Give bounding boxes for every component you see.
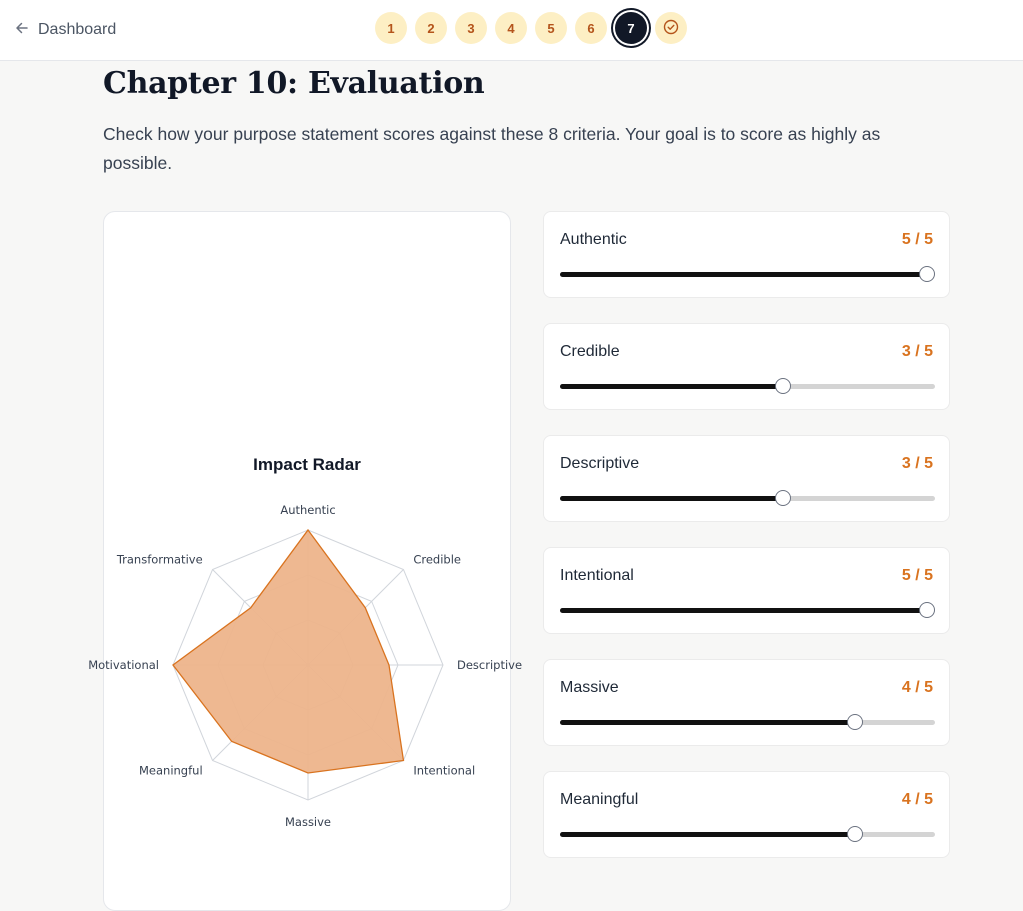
check-circle-icon: [662, 18, 680, 39]
criterion-score: 4 / 5: [901, 791, 933, 808]
back-label: Dashboard: [38, 21, 117, 38]
criterion-name: Massive: [560, 679, 619, 696]
radar-axis-label: Authentic: [280, 503, 336, 517]
descriptive-slider[interactable]: [560, 489, 935, 507]
criterion-score: 5 / 5: [901, 231, 933, 248]
criterion-score: 3 / 5: [901, 455, 933, 472]
intentional-slider[interactable]: [560, 601, 935, 619]
step-2[interactable]: 2: [415, 12, 447, 44]
meaningful-slider[interactable]: [560, 825, 935, 843]
slider-fill: [560, 272, 927, 277]
criterion-card-meaningful: [543, 771, 950, 858]
step-navigator: [375, 12, 687, 44]
criterion-score: 5 / 5: [901, 567, 933, 584]
slider-thumb[interactable]: [847, 826, 863, 842]
radar-axis-label: Meaningful: [138, 763, 203, 778]
criterion-card-intentional: [543, 547, 950, 634]
back-to-dashboard-link[interactable]: [14, 18, 116, 42]
radar-axis-label: Credible: [413, 552, 462, 567]
slider-fill: [560, 384, 783, 389]
radar-axis-label: Massive: [284, 815, 332, 829]
radar-axis-label: Motivational: [88, 658, 159, 672]
step-1[interactable]: 1: [375, 12, 407, 44]
slider-fill: [560, 720, 855, 725]
radar-axis-label: Descriptive: [457, 658, 523, 672]
step-5[interactable]: 5: [535, 12, 567, 44]
criterion-card-credible: [543, 323, 950, 410]
criterion-name: Authentic: [560, 231, 627, 248]
slider-fill: [560, 832, 855, 837]
criterion-score: 4 / 5: [901, 679, 933, 696]
radar-axis-label: Transformative: [116, 552, 203, 567]
criterion-name: Credible: [560, 343, 620, 360]
intro-text: Check how your purpose statement scores against these 8 criteria. Your goal is to score as highly as possible.: [103, 124, 881, 173]
slider-thumb[interactable]: [847, 714, 863, 730]
criterion-name: Intentional: [560, 567, 634, 584]
radar-card: [88, 211, 523, 911]
step-7[interactable]: 7: [615, 12, 647, 44]
massive-slider[interactable]: [560, 713, 935, 731]
page-title: Chapter 10: Evaluation: [103, 66, 485, 101]
top-bar: [0, 0, 1023, 61]
criterion-card-authentic: [543, 211, 950, 298]
slider-fill: [560, 608, 927, 613]
criterion-card-massive: [543, 659, 950, 746]
slider-thumb[interactable]: [775, 378, 791, 394]
step-3[interactable]: 3: [455, 12, 487, 44]
radar-data-area: [173, 530, 403, 773]
slider-thumb[interactable]: [919, 266, 935, 282]
slider-thumb[interactable]: [919, 602, 935, 618]
step-6[interactable]: 6: [575, 12, 607, 44]
authentic-slider[interactable]: [560, 265, 935, 283]
slider-thumb[interactable]: [775, 490, 791, 506]
criterion-card-descriptive: [543, 435, 950, 522]
step-4[interactable]: 4: [495, 12, 527, 44]
criterion-name: Descriptive: [560, 455, 640, 472]
criterion-name: Meaningful: [560, 791, 639, 808]
criterion-score: 3 / 5: [901, 343, 933, 360]
arrow-left-icon: [14, 20, 30, 41]
step-complete[interactable]: [655, 12, 687, 44]
credible-slider[interactable]: [560, 377, 935, 395]
impact-radar-chart: [88, 503, 523, 829]
radar-axis-label: Intentional: [413, 763, 476, 778]
radar-title: Impact Radar: [253, 455, 361, 474]
slider-fill: [560, 496, 783, 501]
